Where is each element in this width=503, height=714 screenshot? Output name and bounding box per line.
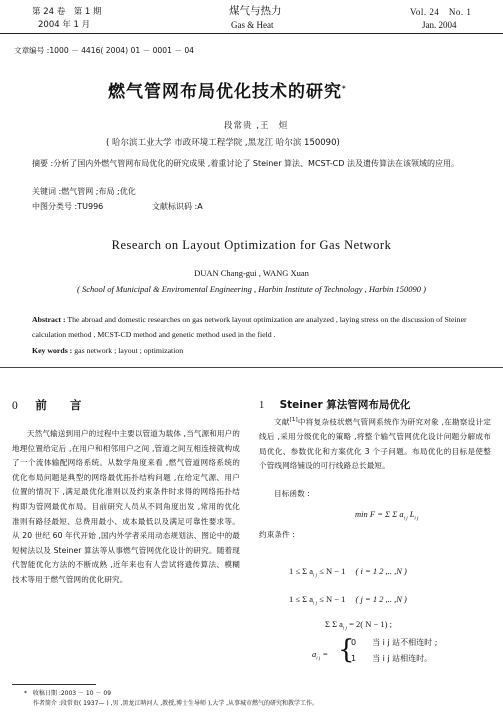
footnote-received-text: 收稿日期 :2003 － 10 － 09 [32, 690, 112, 697]
section-1-heading [259, 397, 410, 412]
footnote-rule [12, 684, 96, 685]
constraint-3-rhs: = 2( N − 1) ; [349, 619, 392, 629]
title-cn [108, 77, 347, 102]
clc-number: 中图分类号 :TU996 [32, 202, 104, 211]
constraints-label: 约束条件 : [259, 530, 295, 539]
section-0-title: 前 言 [35, 398, 82, 412]
section-1-title: Steiner 算法管网布局优化 [279, 399, 411, 411]
title-en: Research on Layout Optimization for Gas Network [111, 238, 392, 252]
footnote-received [24, 688, 111, 697]
footnote-author: 作者简介 :段常贵( 1937— ) ,男 ,黑龙江呐河人 ,教授,博士生导师 ),大学 ,从事城市燃气的研究和教学工作。 [33, 700, 319, 707]
title-footnote-mark: * [342, 84, 347, 93]
piecewise-brace: { [338, 635, 355, 665]
date-cn: 2004 年 1 月 [38, 20, 91, 30]
section-1-body-a: 文献 [274, 417, 290, 427]
section-0-heading [12, 397, 81, 413]
keywords-en-label: Key words : [32, 346, 73, 355]
header-rule [0, 33, 503, 34]
abstract-rule [0, 367, 503, 368]
constraint-1: 1 ≤ Σ $a_{i j} \le N - 1$ ( i = 1 2 ,.. ,N ) [289, 566, 407, 579]
objective-formula: min F = Σ Σ $a_{i j}L_{i j}$ [355, 509, 419, 522]
article-id: 文章编号 :1000 － 4416( 2004) 01 － 0001 － 04 [14, 46, 194, 55]
abstract-en-text: The abroad and domestic researches on gas network layout optimization are analyzed , laying stress on the discussion of Steiner calculation method , MCST-CD method and genetic method used in the field . [32, 315, 467, 339]
abstract-en-label: Abstract : [32, 315, 66, 324]
title-cn-text: 燃气管网布局优化技术的研究 [108, 82, 342, 102]
affiliation-en: ( School of Municipal & Enviromental Engineering , Harbin Institute of Technology , Harbin 150090 ) [76, 284, 426, 294]
footnote-mark: * [24, 690, 27, 697]
constraint-2: 1 ≤ Σ $a_{i j} \le N - 1$ ( j = 1 2 ,.. ,N ) [289, 594, 407, 607]
section-1-number: 1 [259, 400, 265, 411]
citation-1: [1] [289, 417, 298, 423]
journal-name-cn: 煤气与热力 [229, 5, 282, 17]
constraint-3: Σ Σ $a_{i j} = 2$( N − 1) ; [325, 619, 392, 632]
constraint-2-range: ( j = 1 2 ,.. ,N ) [355, 594, 407, 604]
piecewise-label: $a_{i j}$ = [312, 649, 329, 662]
piecewise-case-1: 1 当 i j 站相连时。 [351, 654, 433, 663]
volume-issue-en: Vol. 24 No. 1 [410, 7, 472, 17]
keywords-cn: 关键词 :燃气管网 ;布局 ;优化 [32, 187, 136, 196]
affiliation-cn: ( 哈尔滨工业大学 市政环境工程学院 ,黑龙江 哈尔滨 150090) [106, 138, 340, 148]
section-1-body [259, 413, 491, 474]
volume-issue-cn: 第 24 卷 第 1 期 [32, 7, 102, 17]
section-0-number: 0 [12, 400, 18, 412]
constraint-1-range: ( i = 1 2 ,.. ,N ) [355, 566, 407, 576]
section-1-body-b: 中将复杂枝状燃气管网系统作为研究对象 ,在勘察设计定线后 ,采用分级优化的策略 ,将整个输气管网优化设计问题分解成布局优化、参数优化和方案优化 3 个子问题。布局优化的目标是使整个管线网络铺设的可行线路总长最短。 [259, 417, 491, 471]
keywords-en-text: gas network ; layout ; optimization [74, 346, 184, 355]
objective-formula-text: min F = Σ Σ a [355, 509, 404, 519]
abstract-en [32, 312, 476, 342]
section-0-body: 天然气输送到用户的过程中主要以管道为载体 ,当气源和用户的地理位置给定后 ,在用户和相邻用户之间 ,管道之间互相连接就构成了一个流体输配网络系统。从数学角度来看 ,燃气管道网络系统的优化布局问题是典型的网络最优拓扑结构问题 ,在给定气源、用户位置的情况下 ,满足最优化准则以及约束条件时求得的网络拓扑结构即为管网最优布局。目前研究人员从不同角度出发 ,常用的优化准则有路径最短、总费用最小、成本最低以及满足可靠性要求等。从 20 世纪 60 年代开始 ,国内外学者采用动态规划法、图论中的最短树法以及 Steiner 算法等从事燃气管网优化设计的研究。随着现代智能优化方法的不断成熟 ,近年来也有人尝试将遗传算法、模糊技术等用于燃气管网的优化研究。 [12, 429, 240, 584]
authors-cn: 段常贵 ,王 烜 [224, 121, 289, 131]
abstract-cn: 摘要 :分析了国内外燃气管网布局优化的研究成果 ,着重讨论了 Steiner 算法、MCST-CD 法及遗传算法在该领域的应用。 [32, 159, 459, 168]
document-code: 文献标识码 :A [152, 202, 203, 211]
keywords-en [32, 346, 183, 355]
date-en: Jan. 2004 [422, 20, 457, 30]
piecewise-case-0: 0 当 i j 站不相连时 ; [351, 638, 438, 647]
objective-label: 目标函数 : [274, 489, 310, 498]
journal-name-en: Gas & Heat [231, 20, 274, 30]
authors-en: DUAN Chang-gui , WANG Xuan [194, 268, 309, 278]
